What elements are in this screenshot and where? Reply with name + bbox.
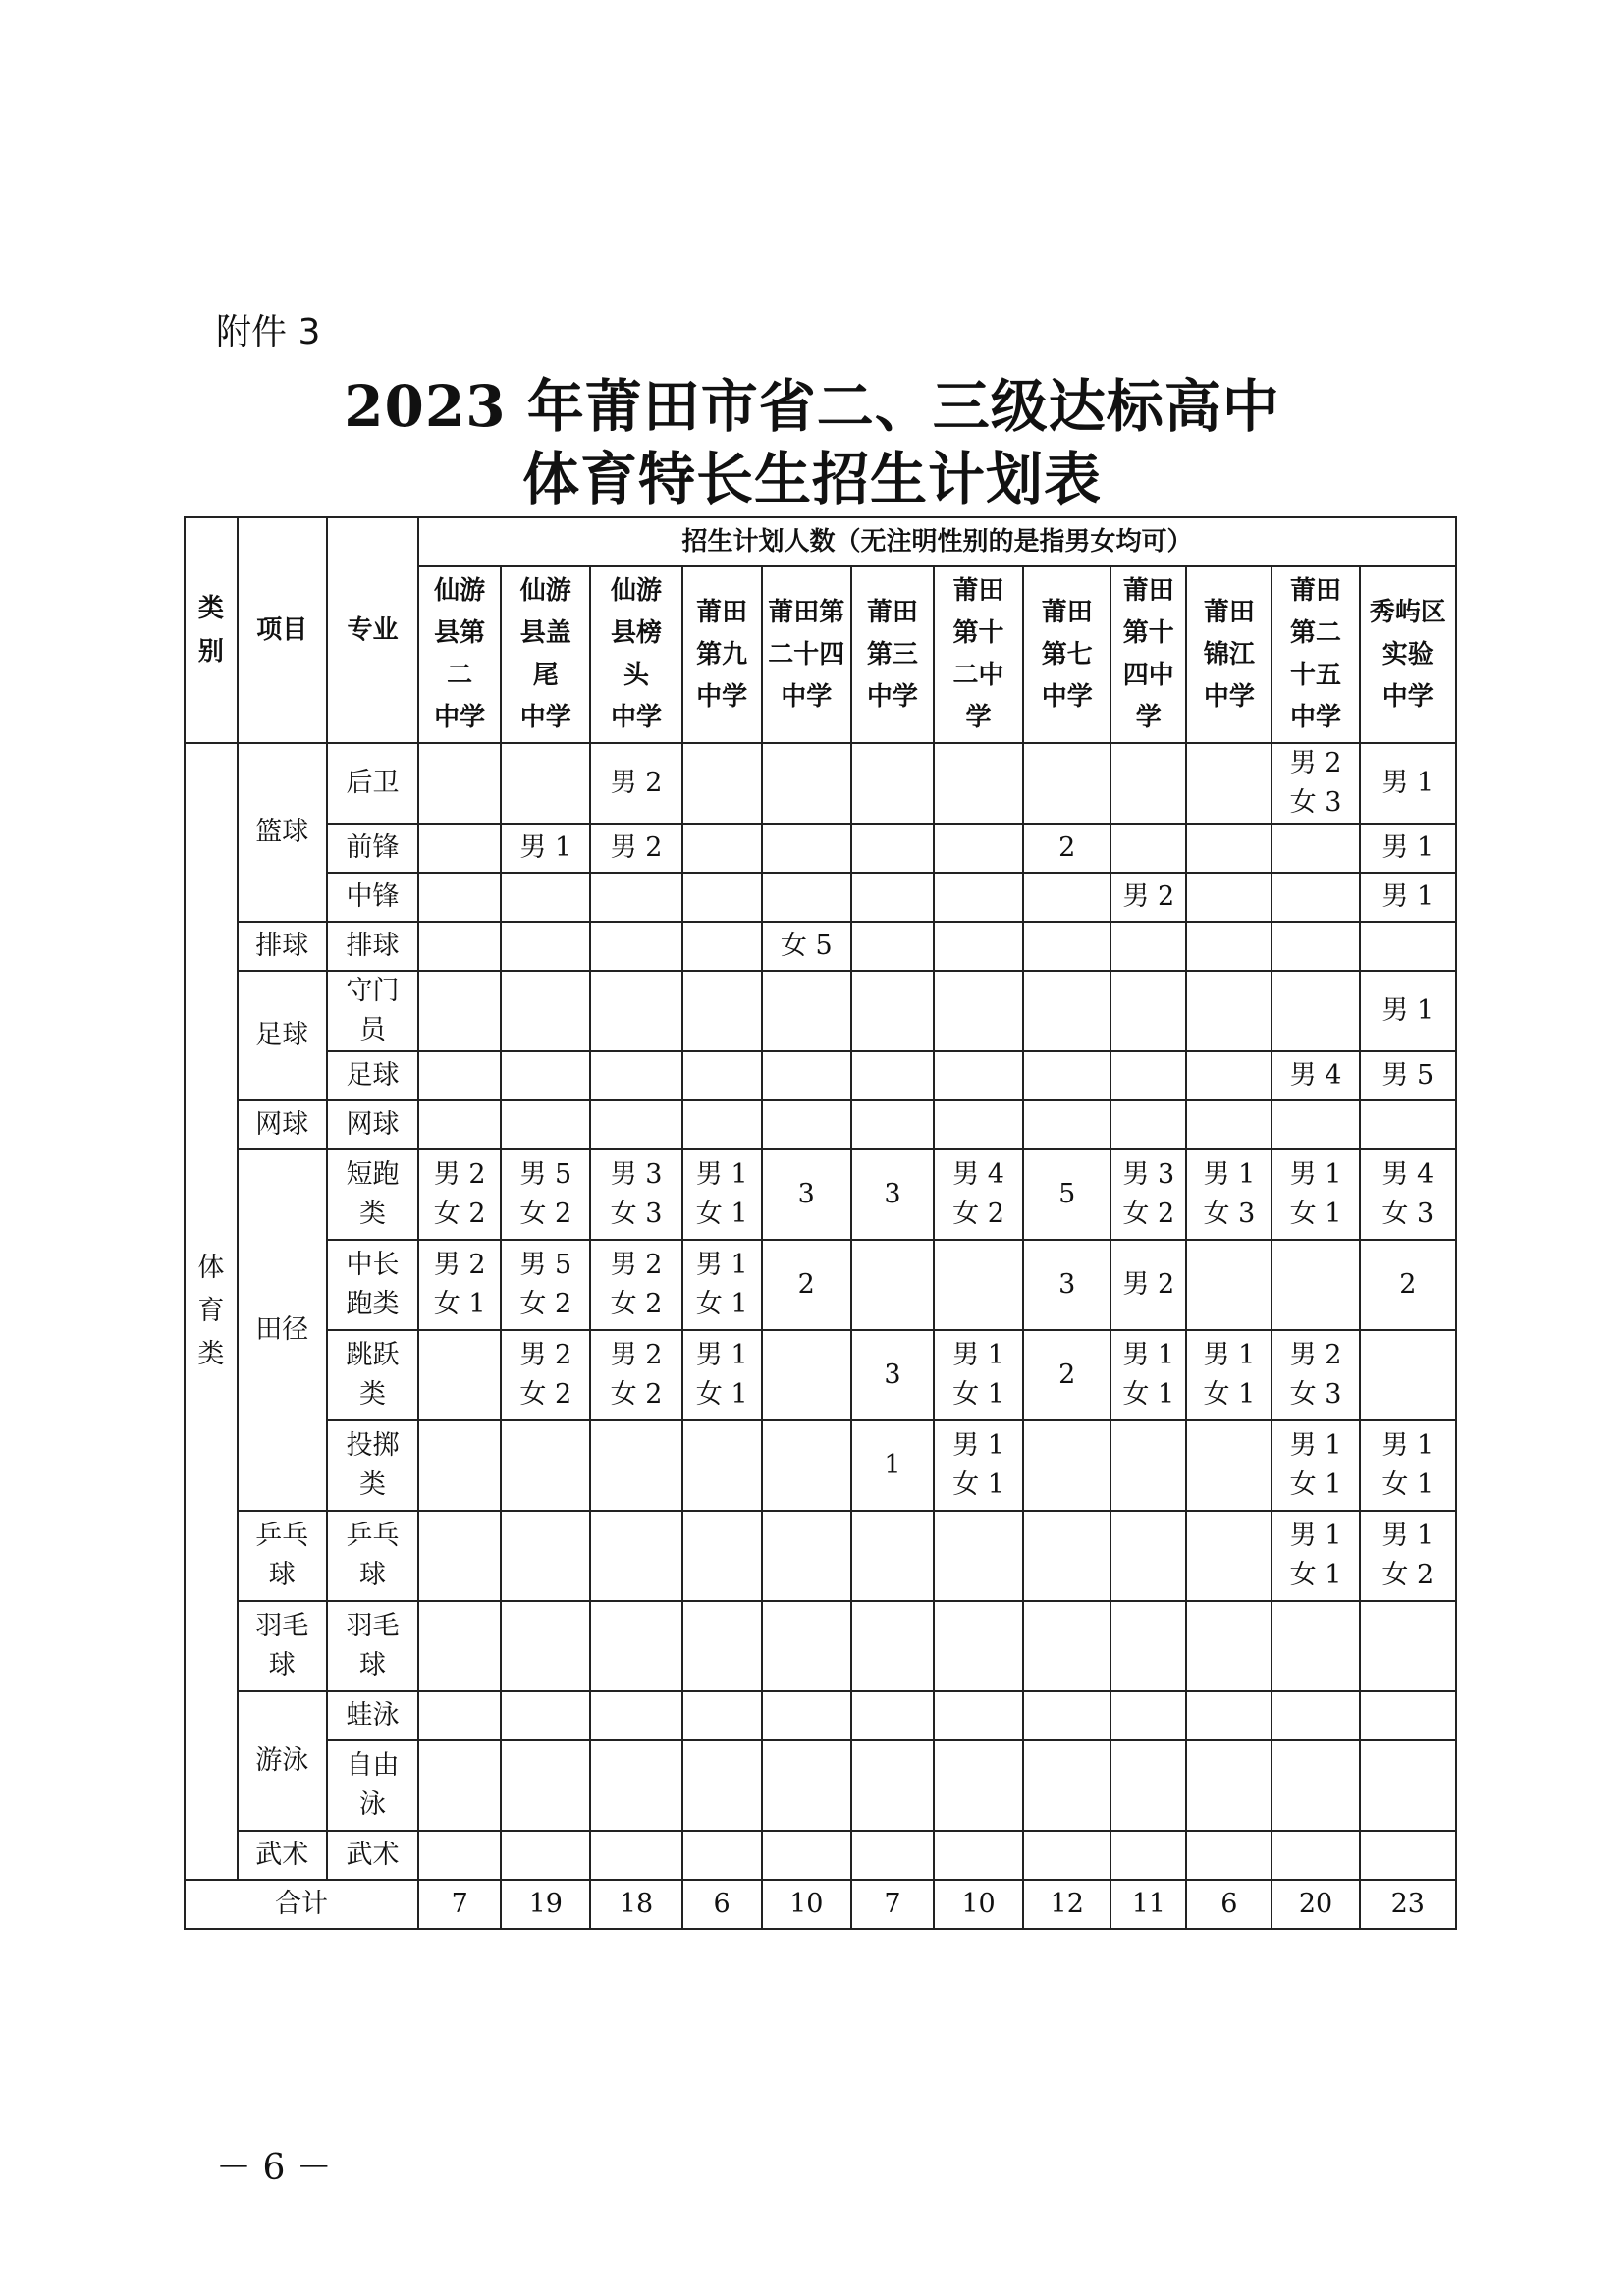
plan-header: 招生计划人数（无注明性别的是指男女均可） [418,517,1456,566]
table-row [185,1149,1456,1240]
plan-value-cell: 男 1 女 2 [1360,1511,1456,1601]
plan-value-cell: 男 1 女 1 [682,1240,762,1330]
plan-value-cell [418,922,501,971]
table-row [185,971,1456,1051]
plan-value-cell [501,743,590,824]
plan-value-cell [418,1051,501,1100]
major-header: 专业 [327,517,418,743]
plan-value-cell: 男 1 女 1 [1110,1330,1186,1420]
plan-value-cell [1110,743,1186,824]
plan-value-cell [501,1051,590,1100]
plan-value-cell [851,1601,934,1691]
plan-value-cell [501,971,590,1051]
plan-value-cell: 3 [762,1149,851,1240]
plan-value-cell: 男 5 女 2 [501,1240,590,1330]
total-value-cell: 10 [934,1880,1023,1929]
school-header: 莆田 第三 中学 [851,566,934,743]
plan-value-cell [762,1831,851,1880]
plan-value-cell: 男 2 [1110,1240,1186,1330]
plan-value-cell [1023,1691,1110,1740]
total-value-cell: 10 [762,1880,851,1929]
plan-value-cell [1360,1330,1456,1420]
plan-value-cell [934,1240,1023,1330]
plan-value-cell [934,971,1023,1051]
plan-value-cell [1186,1740,1272,1831]
plan-value-cell: 男 3 女 2 [1110,1149,1186,1240]
plan-value-cell [590,1601,681,1691]
plan-value-cell [590,971,681,1051]
plan-value-cell [1186,1691,1272,1740]
major-cell: 中锋 [327,873,418,922]
major-cell: 足球 [327,1051,418,1100]
plan-value-cell [1186,873,1272,922]
plan-value-cell [762,873,851,922]
total-value-cell: 12 [1023,1880,1110,1929]
plan-value-cell: 男 5 女 2 [501,1149,590,1240]
plan-value-cell [934,1831,1023,1880]
plan-value-cell [418,1420,501,1511]
total-value-cell: 20 [1272,1880,1359,1929]
plan-value-cell: 男 2 女 2 [590,1330,681,1420]
total-value-cell: 11 [1110,1880,1186,1929]
plan-value-cell [418,1831,501,1880]
plan-value-cell [1360,922,1456,971]
plan-value-cell [1110,1740,1186,1831]
plan-value-cell [851,1100,934,1149]
school-header: 仙游 县榜 头 中学 [590,566,681,743]
plan-value-cell [1186,824,1272,873]
plan-value-cell [851,922,934,971]
plan-value-cell [590,1691,681,1740]
plan-value-cell [762,1051,851,1100]
table-row [185,1420,1456,1511]
plan-value-cell [1272,873,1359,922]
plan-value-cell [1023,1740,1110,1831]
plan-value-cell [590,1831,681,1880]
plan-value-cell [590,1051,681,1100]
document-title-line2: 体育特长生招生计划表 [521,446,1102,512]
school-header: 莆田 第十 四中 学 [1110,566,1186,743]
plan-value-cell [590,1420,681,1511]
plan-value-cell [418,1691,501,1740]
plan-value-cell: 男 1 [501,824,590,873]
school-header: 莆田 锦江 中学 [1186,566,1272,743]
plan-value-cell [762,1601,851,1691]
plan-value-cell [682,1511,762,1601]
plan-value-cell [418,1740,501,1831]
page-number: － 6 － [216,2148,332,2188]
plan-value-cell [1272,922,1359,971]
table-row [185,1051,1456,1100]
plan-value-cell [418,1511,501,1601]
plan-value-cell [682,1051,762,1100]
plan-value-cell [1023,873,1110,922]
plan-value-cell [501,1740,590,1831]
plan-value-cell [1272,1831,1359,1880]
plan-value-cell: 1 [851,1420,934,1511]
plan-value-cell [851,873,934,922]
plan-value-cell [1186,971,1272,1051]
plan-value-cell: 男 1 女 1 [934,1420,1023,1511]
school-header: 莆田 第十 二中 学 [934,566,1023,743]
plan-value-cell [851,1691,934,1740]
enrollment-plan-table [184,516,1457,1930]
plan-value-cell [418,743,501,824]
school-header: 莆田 第二 十五 中学 [1272,566,1359,743]
plan-value-cell [851,1051,934,1100]
plan-value-cell [1023,1511,1110,1601]
item-cell: 网球 [238,1100,327,1149]
item-cell: 羽毛 球 [238,1601,327,1691]
plan-value-cell [1023,1601,1110,1691]
category-header: 类 别 [185,517,238,743]
plan-value-cell [934,1511,1023,1601]
plan-value-cell [1186,1100,1272,1149]
plan-value-cell [762,971,851,1051]
plan-value-cell [590,1100,681,1149]
plan-value-cell [501,1420,590,1511]
table-row [185,1691,1456,1740]
plan-value-cell [682,1601,762,1691]
totals-row [185,1880,1456,1929]
major-cell: 前锋 [327,824,418,873]
plan-value-cell: 男 3 女 3 [590,1149,681,1240]
plan-value-cell: 男 2 女 3 [1272,743,1359,824]
major-cell: 蛙泳 [327,1691,418,1740]
plan-value-cell [1186,1240,1272,1330]
plan-value-cell: 男 2 女 2 [590,1240,681,1330]
plan-value-cell [682,873,762,922]
plan-value-cell: 男 1 女 1 [1272,1511,1359,1601]
plan-value-cell [762,1511,851,1601]
plan-value-cell [934,1051,1023,1100]
major-cell: 投掷 类 [327,1420,418,1511]
plan-value-cell: 男 1 女 1 [682,1149,762,1240]
plan-value-cell [1023,1831,1110,1880]
plan-value-cell: 男 1 女 3 [1186,1149,1272,1240]
plan-value-cell [1110,824,1186,873]
plan-value-cell [418,1330,501,1420]
plan-value-cell: 男 2 女 3 [1272,1330,1359,1420]
plan-value-cell [851,1740,934,1831]
item-header: 项目 [238,517,327,743]
table-row [185,1601,1456,1691]
item-cell: 排球 [238,922,327,971]
plan-value-cell: 男 2 女 2 [501,1330,590,1420]
major-cell: 后卫 [327,743,418,824]
major-cell: 跳跃 类 [327,1330,418,1420]
total-value-cell: 6 [1186,1880,1272,1929]
plan-value-cell [1272,1740,1359,1831]
major-cell: 武术 [327,1831,418,1880]
plan-value-cell [762,1100,851,1149]
plan-value-cell: 2 [1023,1330,1110,1420]
plan-value-cell [1110,1511,1186,1601]
plan-value-cell: 男 1 女 1 [1272,1420,1359,1511]
plan-value-cell [1186,743,1272,824]
plan-value-cell [762,743,851,824]
plan-value-cell: 3 [851,1330,934,1420]
plan-value-cell [762,1691,851,1740]
plan-value-cell [418,1601,501,1691]
plan-value-cell [1023,1100,1110,1149]
table-row [185,1330,1456,1420]
plan-value-cell: 男 1 女 1 [682,1330,762,1420]
plan-value-cell [934,824,1023,873]
plan-value-cell [501,922,590,971]
school-header: 仙游 县第 二 中学 [418,566,501,743]
plan-value-cell [1272,1691,1359,1740]
table-row [185,743,1456,824]
plan-value-cell: 男 1 [1360,743,1456,824]
school-header: 秀屿区 实验 中学 [1360,566,1456,743]
plan-value-cell [1023,1420,1110,1511]
plan-value-cell [1360,1691,1456,1740]
plan-value-cell: 男 5 [1360,1051,1456,1100]
plan-value-cell [1272,1240,1359,1330]
plan-value-cell [1110,1831,1186,1880]
plan-value-cell [682,1420,762,1511]
plan-value-cell: 男 1 女 1 [1272,1149,1359,1240]
document-title-line1: 2023 年莆田市省二、三级达标高中 [344,373,1280,440]
plan-value-cell [934,922,1023,971]
plan-value-cell [501,1601,590,1691]
plan-value-cell [934,1691,1023,1740]
plan-value-cell [851,743,934,824]
total-value-cell: 23 [1360,1880,1456,1929]
total-value-cell: 18 [590,1880,681,1929]
plan-value-cell [1360,1740,1456,1831]
item-cell: 乒乓 球 [238,1511,327,1601]
plan-value-cell: 男 1 女 1 [1186,1330,1272,1420]
plan-value-cell [1110,922,1186,971]
plan-value-cell [1186,922,1272,971]
plan-value-cell: 5 [1023,1149,1110,1240]
item-cell: 田径 [238,1149,327,1511]
total-value-cell: 7 [418,1880,501,1929]
plan-value-cell [501,1831,590,1880]
table-row [185,824,1456,873]
plan-value-cell [1110,1691,1186,1740]
plan-value-cell [1110,1420,1186,1511]
plan-value-cell [590,1740,681,1831]
item-cell: 足球 [238,971,327,1100]
plan-value-cell [1186,1420,1272,1511]
plan-value-cell [851,824,934,873]
plan-value-cell [1023,922,1110,971]
major-cell: 短跑 类 [327,1149,418,1240]
school-header: 莆田 第九 中学 [682,566,762,743]
plan-value-cell: 3 [851,1149,934,1240]
plan-value-cell [1186,1831,1272,1880]
plan-value-cell [851,1511,934,1601]
plan-value-cell [1110,1601,1186,1691]
plan-value-cell [1360,1100,1456,1149]
plan-value-cell [1272,1100,1359,1149]
table-row [185,1240,1456,1330]
table-row [185,1740,1456,1831]
plan-value-cell: 男 4 女 2 [934,1149,1023,1240]
attachment-label: 附件 3 [216,312,321,352]
major-cell: 自由 泳 [327,1740,418,1831]
plan-value-cell [501,1100,590,1149]
totals-label: 合计 [185,1880,418,1929]
plan-value-cell [1360,1601,1456,1691]
plan-value-cell: 2 [762,1240,851,1330]
plan-value-cell [1186,1051,1272,1100]
plan-value-cell [762,1420,851,1511]
plan-value-cell [590,873,681,922]
plan-value-cell [1110,971,1186,1051]
plan-value-cell [934,873,1023,922]
major-cell: 网球 [327,1100,418,1149]
school-header: 仙游 县盖 尾 中学 [501,566,590,743]
plan-value-cell: 男 4 女 3 [1360,1149,1456,1240]
plan-value-cell: 男 2 [590,743,681,824]
plan-value-cell: 3 [1023,1240,1110,1330]
total-value-cell: 19 [501,1880,590,1929]
plan-value-cell [762,824,851,873]
plan-value-cell: 2 [1023,824,1110,873]
plan-value-cell [682,1691,762,1740]
plan-value-cell [590,922,681,971]
item-cell: 篮球 [238,743,327,922]
table-row [185,1511,1456,1601]
plan-value-cell: 男 2 [1110,873,1186,922]
plan-value-cell [934,1740,1023,1831]
plan-value-cell [1186,1601,1272,1691]
plan-value-cell: 男 1 [1360,824,1456,873]
plan-value-cell [1186,1511,1272,1601]
plan-value-cell [418,824,501,873]
plan-value-cell [501,873,590,922]
plan-value-cell [682,922,762,971]
school-header: 莆田第 二十四 中学 [762,566,851,743]
plan-value-cell [501,1691,590,1740]
plan-value-cell: 女 5 [762,922,851,971]
plan-value-cell [682,743,762,824]
plan-value-cell [762,1330,851,1420]
plan-value-cell [682,1831,762,1880]
plan-value-cell: 男 2 女 1 [418,1240,501,1330]
total-value-cell: 6 [682,1880,762,1929]
plan-value-cell: 男 2 [590,824,681,873]
plan-value-cell [682,824,762,873]
plan-value-cell [1110,1100,1186,1149]
plan-value-cell [682,1740,762,1831]
plan-value-cell [851,1240,934,1330]
plan-value-cell [1110,1051,1186,1100]
plan-value-cell [851,971,934,1051]
table-row [185,873,1456,922]
plan-value-cell [1272,824,1359,873]
plan-value-cell: 男 4 [1272,1051,1359,1100]
major-cell: 中长 跑类 [327,1240,418,1330]
plan-value-cell [851,1831,934,1880]
plan-value-cell [1023,1051,1110,1100]
table-row [185,1831,1456,1880]
total-value-cell: 7 [851,1880,934,1929]
major-cell: 排球 [327,922,418,971]
category-cell: 体 育 类 [185,743,238,1880]
major-cell: 羽毛 球 [327,1601,418,1691]
plan-value-cell [1272,971,1359,1051]
major-cell: 乒乓 球 [327,1511,418,1601]
plan-value-cell [1272,1601,1359,1691]
plan-value-cell [590,1511,681,1601]
plan-value-cell [418,1100,501,1149]
plan-value-cell [501,1511,590,1601]
plan-value-cell [934,1601,1023,1691]
plan-value-cell [762,1740,851,1831]
plan-value-cell [418,873,501,922]
plan-value-cell: 男 1 [1360,873,1456,922]
major-cell: 守门 员 [327,971,418,1051]
table-row [185,1100,1456,1149]
item-cell: 武术 [238,1831,327,1880]
table-row [185,922,1456,971]
school-header: 莆田 第七 中学 [1023,566,1110,743]
plan-value-cell: 男 1 女 1 [934,1330,1023,1420]
plan-value-cell [682,971,762,1051]
plan-value-cell [1360,1831,1456,1880]
plan-value-cell [934,1100,1023,1149]
plan-value-cell: 男 2 女 2 [418,1149,501,1240]
plan-value-cell [418,971,501,1051]
item-cell: 游泳 [238,1691,327,1831]
plan-value-cell [1023,971,1110,1051]
plan-value-cell: 2 [1360,1240,1456,1330]
plan-value-cell [1023,743,1110,824]
plan-value-cell: 男 1 女 1 [1360,1420,1456,1511]
plan-value-cell: 男 1 [1360,971,1456,1051]
plan-value-cell [934,743,1023,824]
plan-value-cell [682,1100,762,1149]
